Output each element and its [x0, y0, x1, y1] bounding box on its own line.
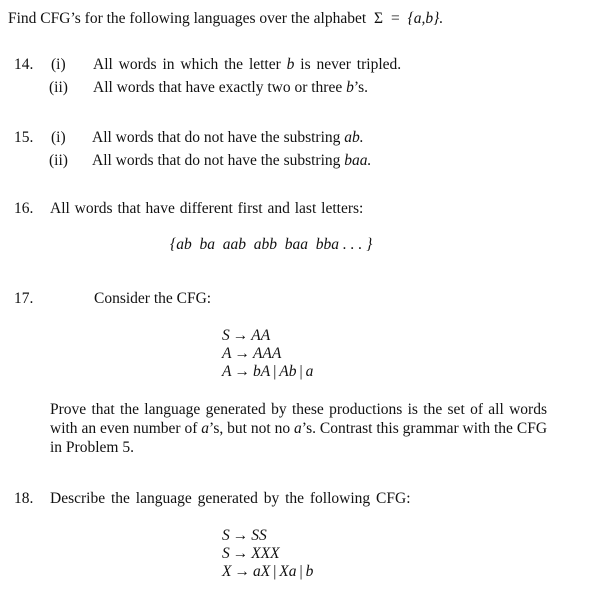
rule-rhs: XXX — [251, 545, 280, 562]
arrow-icon: → — [232, 327, 249, 344]
problem-15-ii-text — [92, 152, 371, 170]
problem-14-number: 14. — [14, 56, 34, 73]
rule-rhs-part: aX — [252, 563, 271, 580]
problem-14-ii-pre: All words that have exactly two or three — [93, 79, 343, 96]
bar-separator: | — [273, 563, 277, 580]
problem-15-number: 15. — [14, 129, 34, 146]
problem-15-ii-substring: baa. — [344, 152, 372, 169]
problem-15-i-label: (i) — [51, 129, 66, 146]
problem-14-ii-label: (ii) — [49, 79, 68, 96]
problem-17-number: 17. — [14, 290, 34, 307]
bar-separator: | — [273, 363, 277, 380]
rule-lhs: S — [222, 327, 230, 344]
rule-lhs: A — [222, 363, 232, 380]
problem-18-rule-2 — [222, 545, 280, 563]
problem-17-rule-1 — [222, 327, 270, 345]
arrow-icon: → — [232, 527, 249, 544]
sigma-symbol: Σ — [374, 10, 384, 27]
problem-14-ii-text — [93, 79, 368, 97]
equals-sign: = — [390, 10, 400, 27]
problem-15-i-substring: ab. — [344, 129, 364, 146]
rule-rhs: AAA — [252, 345, 282, 362]
arrow-icon: → — [234, 345, 250, 362]
arrow-icon: → — [232, 545, 249, 562]
problem-17-text: Consider the CFG: — [94, 290, 212, 307]
problem-15-i-pre: All words that do not have the substring — [92, 129, 341, 146]
problem-15-ii-label: (ii) — [49, 152, 68, 169]
problem-14-i-text — [93, 56, 401, 74]
problem-16-number: 16. — [14, 200, 34, 217]
problem-17-rule-3 — [222, 363, 313, 381]
rule-rhs-part: b — [305, 563, 314, 580]
rule-lhs: S — [222, 545, 230, 562]
problem-18-rule-1 — [222, 527, 267, 545]
alphabet-set: {a,b}. — [407, 10, 444, 27]
problem-17-rule-2 — [222, 345, 281, 363]
problem-14-i-pre: All words in which the letter — [93, 56, 281, 73]
bar-separator: | — [299, 363, 303, 380]
intro-line — [8, 10, 443, 28]
problem-14-i-letter: b — [286, 56, 295, 73]
rule-lhs: X — [222, 563, 232, 580]
paragraph-part-2: ’s, but not no — [209, 420, 291, 437]
rule-rhs-part: Xa — [279, 563, 297, 580]
paragraph-part-1: Prove that the language generated by these productions is the set of all words with an even number of — [50, 401, 547, 437]
rule-lhs: S — [222, 527, 230, 544]
rule-rhs-part: a — [305, 363, 314, 380]
problem-17-paragraph — [50, 400, 547, 457]
problem-14-i-post: is never tripled. — [300, 56, 402, 73]
rule-rhs-part: Ab — [279, 363, 297, 380]
paragraph-letter-a-1: a — [201, 420, 210, 437]
problem-16-set: {ab ba aab abb baa bba . . . } — [170, 236, 373, 253]
intro-text: Find CFG’s for the following languages over the alphabet — [8, 10, 367, 27]
problem-18-number: 18. — [14, 490, 34, 507]
rule-rhs-part: bA — [252, 363, 271, 380]
problem-15-i-text — [92, 129, 364, 147]
arrow-icon: → — [234, 363, 250, 380]
problem-14-ii-post: ’s. — [353, 79, 369, 96]
rule-rhs: SS — [251, 527, 267, 544]
problem-18-rule-3 — [222, 563, 313, 581]
rule-lhs: A — [222, 345, 232, 362]
problem-15-ii-pre: All words that do not have the substring — [92, 152, 341, 169]
paragraph-letter-a-2: a — [294, 420, 302, 437]
arrow-icon: → — [234, 563, 250, 580]
bar-separator: | — [299, 563, 303, 580]
problem-16-text: All words that have different first and last letters: — [50, 200, 364, 217]
problem-14-ii-letter: b — [346, 79, 354, 96]
rule-rhs: AA — [251, 327, 271, 344]
paragraph-part-3: ’s. Contrast this grammar with the CFG in Problem 5. — [50, 420, 548, 456]
problem-18-text: Describe the language generated by the following CFG: — [50, 490, 411, 507]
problem-14-i-label: (i) — [51, 56, 66, 73]
